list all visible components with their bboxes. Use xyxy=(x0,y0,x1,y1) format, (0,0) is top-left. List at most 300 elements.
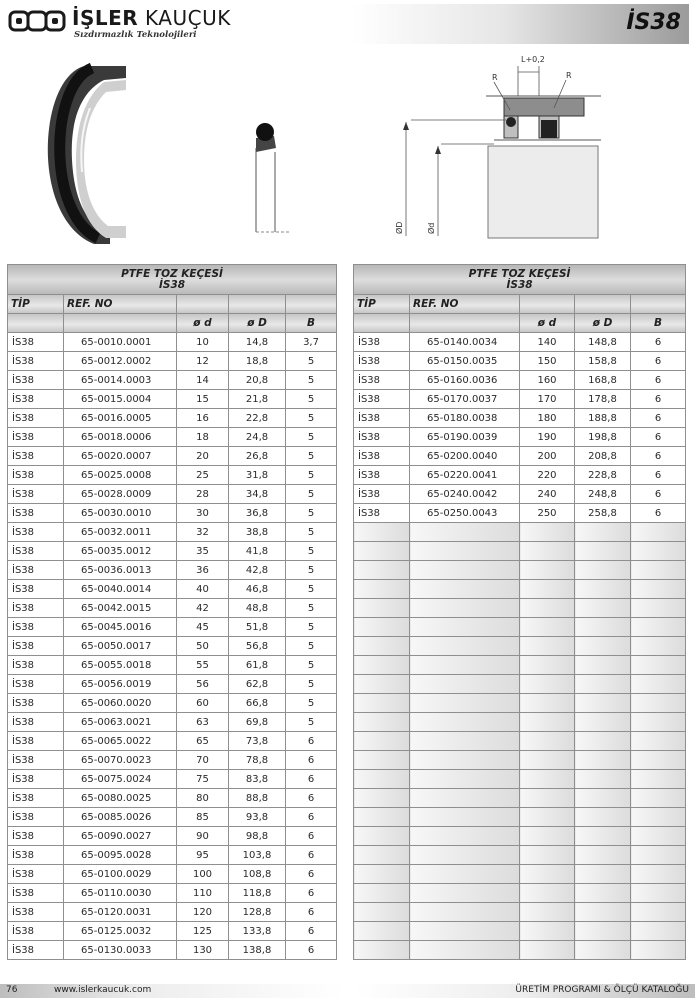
cell-outer-diameter: 88,8 xyxy=(229,789,286,808)
empty-cell xyxy=(575,618,631,637)
cell-tip: İS38 xyxy=(8,694,64,713)
cell-outer-diameter: 36,8 xyxy=(229,504,286,523)
col-header-blank xyxy=(631,295,686,314)
empty-cell xyxy=(575,865,631,884)
empty-cell xyxy=(575,732,631,751)
cell-width: 6 xyxy=(286,751,337,770)
cell-ref-no: 65-0032.0011 xyxy=(64,523,177,542)
cell-width: 6 xyxy=(631,447,686,466)
cell-width: 5 xyxy=(286,542,337,561)
cell-inner-diameter: 200 xyxy=(520,447,575,466)
cell-inner-diameter: 100 xyxy=(177,865,229,884)
cell-width: 5 xyxy=(286,523,337,542)
cell-width: 6 xyxy=(631,504,686,523)
cell-outer-diameter: 168,8 xyxy=(575,371,631,390)
cell-inner-diameter: 14 xyxy=(177,371,229,390)
empty-cell xyxy=(631,922,686,941)
table-row xyxy=(354,409,686,428)
table-row xyxy=(8,751,337,770)
empty-cell xyxy=(575,713,631,732)
cell-inner-diameter: 40 xyxy=(177,580,229,599)
cell-tip: İS38 xyxy=(8,713,64,732)
cell-ref-no: 65-0200.0040 xyxy=(410,447,520,466)
cell-ref-no: 65-0018.0006 xyxy=(64,428,177,447)
cell-inner-diameter: 80 xyxy=(177,789,229,808)
cell-outer-diameter: 20,8 xyxy=(229,371,286,390)
cell-outer-diameter: 31,8 xyxy=(229,466,286,485)
cell-tip: İS38 xyxy=(8,884,64,903)
cell-ref-no: 65-0120.0031 xyxy=(64,903,177,922)
cell-inner-diameter: 42 xyxy=(177,599,229,618)
table-row xyxy=(8,466,337,485)
cell-outer-diameter: 41,8 xyxy=(229,542,286,561)
empty-cell xyxy=(410,656,520,675)
table-row xyxy=(8,428,337,447)
empty-cell xyxy=(520,808,575,827)
cell-inner-diameter: 32 xyxy=(177,523,229,542)
cell-width: 6 xyxy=(631,352,686,371)
col-header-ref: REF. NO xyxy=(410,295,520,314)
cell-width: 5 xyxy=(286,580,337,599)
cell-width: 6 xyxy=(286,732,337,751)
cell-outer-diameter: 42,8 xyxy=(229,561,286,580)
empty-cell xyxy=(631,656,686,675)
table-row xyxy=(8,694,337,713)
cell-tip: İS38 xyxy=(8,637,64,656)
table-row xyxy=(8,409,337,428)
col-header-D: ø D xyxy=(575,314,631,333)
cell-ref-no: 65-0170.0037 xyxy=(410,390,520,409)
empty-table-row xyxy=(354,770,686,789)
cell-ref-no: 65-0240.0042 xyxy=(410,485,520,504)
cell-outer-diameter: 34,8 xyxy=(229,485,286,504)
cell-width: 5 xyxy=(286,504,337,523)
table-row xyxy=(8,618,337,637)
table-row xyxy=(8,561,337,580)
cell-outer-diameter: 198,8 xyxy=(575,428,631,447)
empty-cell xyxy=(410,542,520,561)
cell-ref-no: 65-0025.0008 xyxy=(64,466,177,485)
cell-ref-no: 65-0014.0003 xyxy=(64,371,177,390)
cell-tip: İS38 xyxy=(8,903,64,922)
cell-inner-diameter: 65 xyxy=(177,732,229,751)
cell-width: 5 xyxy=(286,713,337,732)
cell-outer-diameter: 18,8 xyxy=(229,352,286,371)
empty-cell xyxy=(354,580,410,599)
cell-inner-diameter: 45 xyxy=(177,618,229,637)
seal-installation-drawing xyxy=(394,55,601,238)
dim-Od-label: Ød xyxy=(427,222,436,234)
empty-cell xyxy=(631,808,686,827)
empty-cell xyxy=(410,827,520,846)
cell-inner-diameter: 125 xyxy=(177,922,229,941)
empty-cell xyxy=(575,523,631,542)
cell-tip: İS38 xyxy=(8,808,64,827)
table-row xyxy=(8,865,337,884)
empty-cell xyxy=(520,542,575,561)
empty-cell xyxy=(354,713,410,732)
cell-tip: İS38 xyxy=(8,751,64,770)
cell-inner-diameter: 50 xyxy=(177,637,229,656)
empty-table-row xyxy=(354,903,686,922)
cell-width: 5 xyxy=(286,637,337,656)
cell-tip: İS38 xyxy=(8,789,64,808)
cell-width: 6 xyxy=(286,789,337,808)
cell-ref-no: 65-0042.0015 xyxy=(64,599,177,618)
left-dimension-table xyxy=(7,264,337,960)
table-row xyxy=(8,789,337,808)
cell-inner-diameter: 10 xyxy=(177,333,229,352)
cell-outer-diameter: 56,8 xyxy=(229,637,286,656)
footer-right-bar xyxy=(355,984,695,998)
right-dimension-table xyxy=(353,264,686,960)
cell-outer-diameter: 69,8 xyxy=(229,713,286,732)
empty-cell xyxy=(354,789,410,808)
empty-cell xyxy=(631,751,686,770)
cell-ref-no: 65-0056.0019 xyxy=(64,675,177,694)
empty-cell xyxy=(520,789,575,808)
cell-tip: İS38 xyxy=(354,466,410,485)
logo-rings-icon xyxy=(8,8,66,34)
empty-cell xyxy=(631,846,686,865)
cell-width: 5 xyxy=(286,485,337,504)
cell-ref-no: 65-0080.0025 xyxy=(64,789,177,808)
cell-outer-diameter: 24,8 xyxy=(229,428,286,447)
cell-outer-diameter: 118,8 xyxy=(229,884,286,903)
dim-OD-label: ØD xyxy=(395,221,404,234)
empty-cell xyxy=(575,637,631,656)
cell-inner-diameter: 60 xyxy=(177,694,229,713)
empty-cell xyxy=(575,599,631,618)
cell-width: 5 xyxy=(286,466,337,485)
empty-cell xyxy=(520,865,575,884)
cell-inner-diameter: 15 xyxy=(177,390,229,409)
cell-tip: İS38 xyxy=(8,333,64,352)
empty-table-row xyxy=(354,618,686,637)
empty-cell xyxy=(354,884,410,903)
cell-inner-diameter: 12 xyxy=(177,352,229,371)
page-number: 76 xyxy=(6,985,18,995)
cell-tip: İS38 xyxy=(8,770,64,789)
table-row xyxy=(8,371,337,390)
empty-cell xyxy=(631,865,686,884)
table-row xyxy=(354,504,686,523)
empty-cell xyxy=(520,846,575,865)
cell-outer-diameter: 61,8 xyxy=(229,656,286,675)
cell-tip: İS38 xyxy=(8,542,64,561)
cell-tip: İS38 xyxy=(354,485,410,504)
cell-width: 5 xyxy=(286,352,337,371)
col-header-tip: TİP xyxy=(8,295,64,314)
cell-inner-diameter: 120 xyxy=(177,903,229,922)
empty-cell xyxy=(631,675,686,694)
table-row xyxy=(8,732,337,751)
cell-tip: İS38 xyxy=(354,352,410,371)
empty-cell xyxy=(410,561,520,580)
empty-cell xyxy=(520,523,575,542)
col-header-blank xyxy=(8,314,64,333)
empty-cell xyxy=(410,675,520,694)
table-row xyxy=(8,713,337,732)
cell-ref-no: 65-0065.0022 xyxy=(64,732,177,751)
dim-L-label: L+0,2 xyxy=(521,55,545,64)
table-row xyxy=(354,371,686,390)
cell-width: 5 xyxy=(286,447,337,466)
col-header-blank xyxy=(575,295,631,314)
empty-cell xyxy=(575,808,631,827)
empty-cell xyxy=(631,599,686,618)
cell-outer-diameter: 208,8 xyxy=(575,447,631,466)
cell-inner-diameter: 90 xyxy=(177,827,229,846)
empty-cell xyxy=(631,884,686,903)
cell-width: 6 xyxy=(631,428,686,447)
table-row xyxy=(8,333,337,352)
cell-inner-diameter: 160 xyxy=(520,371,575,390)
cell-tip: İS38 xyxy=(8,409,64,428)
empty-cell xyxy=(631,561,686,580)
table-row xyxy=(8,846,337,865)
table-row xyxy=(8,656,337,675)
cell-ref-no: 65-0160.0036 xyxy=(410,371,520,390)
col-header-D: ø D xyxy=(229,314,286,333)
cell-inner-diameter: 20 xyxy=(177,447,229,466)
empty-table-row xyxy=(354,789,686,808)
cell-outer-diameter: 51,8 xyxy=(229,618,286,637)
empty-cell xyxy=(520,903,575,922)
cell-inner-diameter: 250 xyxy=(520,504,575,523)
cell-ref-no: 65-0040.0014 xyxy=(64,580,177,599)
cell-ref-no: 65-0012.0002 xyxy=(64,352,177,371)
table-row xyxy=(354,333,686,352)
cell-inner-diameter: 150 xyxy=(520,352,575,371)
col-header-ref: REF. NO xyxy=(64,295,177,314)
table-row xyxy=(354,485,686,504)
cell-tip: İS38 xyxy=(8,599,64,618)
cell-ref-no: 65-0125.0032 xyxy=(64,922,177,941)
cell-ref-no: 65-0100.0029 xyxy=(64,865,177,884)
empty-cell xyxy=(520,751,575,770)
cell-width: 6 xyxy=(286,941,337,960)
cell-tip: İS38 xyxy=(8,827,64,846)
cell-width: 5 xyxy=(286,390,337,409)
empty-table-row xyxy=(354,884,686,903)
cell-ref-no: 65-0060.0020 xyxy=(64,694,177,713)
empty-cell xyxy=(354,656,410,675)
cell-ref-no: 65-0250.0043 xyxy=(410,504,520,523)
cell-outer-diameter: 138,8 xyxy=(229,941,286,960)
empty-cell xyxy=(520,675,575,694)
cell-inner-diameter: 240 xyxy=(520,485,575,504)
empty-cell xyxy=(520,770,575,789)
empty-table-row xyxy=(354,523,686,542)
cell-width: 5 xyxy=(286,656,337,675)
table-row xyxy=(8,580,337,599)
empty-cell xyxy=(354,523,410,542)
empty-table-row xyxy=(354,542,686,561)
company-logo xyxy=(6,4,351,42)
empty-table-row xyxy=(354,732,686,751)
cell-ref-no: 65-0045.0016 xyxy=(64,618,177,637)
empty-cell xyxy=(520,713,575,732)
cell-ref-no: 65-0085.0026 xyxy=(64,808,177,827)
empty-table-row xyxy=(354,713,686,732)
empty-cell xyxy=(410,599,520,618)
empty-cell xyxy=(410,523,520,542)
empty-cell xyxy=(575,656,631,675)
empty-cell xyxy=(354,599,410,618)
cell-ref-no: 65-0028.0009 xyxy=(64,485,177,504)
cell-ref-no: 65-0090.0027 xyxy=(64,827,177,846)
cell-tip: İS38 xyxy=(8,371,64,390)
empty-table-row xyxy=(354,656,686,675)
empty-cell xyxy=(520,599,575,618)
cell-tip: İS38 xyxy=(8,656,64,675)
cell-tip: İS38 xyxy=(354,428,410,447)
empty-table-row xyxy=(354,865,686,884)
cell-ref-no: 65-0036.0013 xyxy=(64,561,177,580)
empty-table-row xyxy=(354,941,686,960)
table-row xyxy=(8,884,337,903)
cell-outer-diameter: 14,8 xyxy=(229,333,286,352)
table-title: PTFE TOZ KEÇESİ İS38 xyxy=(8,265,337,295)
cell-tip: İS38 xyxy=(354,409,410,428)
cell-outer-diameter: 128,8 xyxy=(229,903,286,922)
table-row xyxy=(354,428,686,447)
empty-cell xyxy=(354,637,410,656)
cell-tip: İS38 xyxy=(8,504,64,523)
table-row xyxy=(8,941,337,960)
cell-outer-diameter: 93,8 xyxy=(229,808,286,827)
cell-tip: İS38 xyxy=(354,390,410,409)
empty-cell xyxy=(520,580,575,599)
empty-table-row xyxy=(354,675,686,694)
cell-width: 5 xyxy=(286,428,337,447)
cell-inner-diameter: 170 xyxy=(520,390,575,409)
empty-cell xyxy=(354,618,410,637)
empty-cell xyxy=(354,808,410,827)
cell-tip: İS38 xyxy=(8,675,64,694)
cell-ref-no: 65-0010.0001 xyxy=(64,333,177,352)
cell-ref-no: 65-0220.0041 xyxy=(410,466,520,485)
empty-cell xyxy=(575,846,631,865)
table-row xyxy=(8,485,337,504)
col-header-blank xyxy=(229,295,286,314)
table-row xyxy=(8,390,337,409)
empty-cell xyxy=(354,903,410,922)
cell-ref-no: 65-0180.0038 xyxy=(410,409,520,428)
empty-cell xyxy=(354,922,410,941)
seal-technical-drawing xyxy=(6,48,689,259)
cell-width: 6 xyxy=(631,409,686,428)
empty-cell xyxy=(520,656,575,675)
cell-width: 6 xyxy=(286,808,337,827)
table-row xyxy=(8,447,337,466)
empty-cell xyxy=(631,770,686,789)
cell-ref-no: 65-0140.0034 xyxy=(410,333,520,352)
empty-cell xyxy=(631,941,686,960)
cell-tip: İS38 xyxy=(354,333,410,352)
cell-width: 6 xyxy=(631,371,686,390)
empty-table-row xyxy=(354,846,686,865)
cell-ref-no: 65-0190.0039 xyxy=(410,428,520,447)
empty-cell xyxy=(631,637,686,656)
cell-outer-diameter: 158,8 xyxy=(575,352,631,371)
table-row xyxy=(354,352,686,371)
table-row xyxy=(8,922,337,941)
empty-cell xyxy=(354,751,410,770)
cell-tip: İS38 xyxy=(8,618,64,637)
empty-cell xyxy=(575,580,631,599)
cell-width: 5 xyxy=(286,409,337,428)
empty-cell xyxy=(520,694,575,713)
website-link[interactable]: www.islerkaucuk.com xyxy=(54,985,152,995)
table-row xyxy=(8,675,337,694)
table-row xyxy=(8,770,337,789)
empty-cell xyxy=(631,789,686,808)
empty-cell xyxy=(575,941,631,960)
cell-inner-diameter: 95 xyxy=(177,846,229,865)
cell-ref-no: 65-0035.0012 xyxy=(64,542,177,561)
empty-cell xyxy=(410,751,520,770)
cell-width: 6 xyxy=(286,884,337,903)
empty-table-row xyxy=(354,561,686,580)
cell-outer-diameter: 21,8 xyxy=(229,390,286,409)
table-row xyxy=(8,523,337,542)
cell-outer-diameter: 108,8 xyxy=(229,865,286,884)
empty-cell xyxy=(631,694,686,713)
cell-outer-diameter: 62,8 xyxy=(229,675,286,694)
cell-tip: İS38 xyxy=(8,580,64,599)
cell-outer-diameter: 73,8 xyxy=(229,732,286,751)
empty-cell xyxy=(631,827,686,846)
product-code-title: İS38 xyxy=(626,10,681,35)
cell-width: 5 xyxy=(286,561,337,580)
empty-cell xyxy=(410,694,520,713)
empty-cell xyxy=(631,523,686,542)
cell-ref-no: 65-0075.0024 xyxy=(64,770,177,789)
cell-inner-diameter: 28 xyxy=(177,485,229,504)
empty-cell xyxy=(354,865,410,884)
cell-ref-no: 65-0020.0007 xyxy=(64,447,177,466)
cell-outer-diameter: 248,8 xyxy=(575,485,631,504)
empty-cell xyxy=(575,770,631,789)
empty-cell xyxy=(631,713,686,732)
cell-outer-diameter: 98,8 xyxy=(229,827,286,846)
cell-ref-no: 65-0015.0004 xyxy=(64,390,177,409)
empty-cell xyxy=(354,694,410,713)
cell-outer-diameter: 148,8 xyxy=(575,333,631,352)
empty-table-row xyxy=(354,599,686,618)
brand-tagline: Sızdırmazlık Teknolojileri xyxy=(74,30,197,40)
table-row xyxy=(354,447,686,466)
empty-cell xyxy=(354,732,410,751)
cell-inner-diameter: 220 xyxy=(520,466,575,485)
cell-tip: İS38 xyxy=(8,865,64,884)
cell-width: 6 xyxy=(286,922,337,941)
cell-outer-diameter: 258,8 xyxy=(575,504,631,523)
cell-ref-no: 65-0095.0028 xyxy=(64,846,177,865)
cell-ref-no: 65-0130.0033 xyxy=(64,941,177,960)
col-header-blank xyxy=(520,295,575,314)
catalog-title: ÜRETİM PROGRAMI & ÖLÇÜ KATALOĞU xyxy=(515,985,689,995)
empty-table-row xyxy=(354,827,686,846)
cell-tip: İS38 xyxy=(8,447,64,466)
cell-outer-diameter: 66,8 xyxy=(229,694,286,713)
cell-inner-diameter: 110 xyxy=(177,884,229,903)
empty-table-row xyxy=(354,751,686,770)
cell-inner-diameter: 63 xyxy=(177,713,229,732)
cell-inner-diameter: 70 xyxy=(177,751,229,770)
